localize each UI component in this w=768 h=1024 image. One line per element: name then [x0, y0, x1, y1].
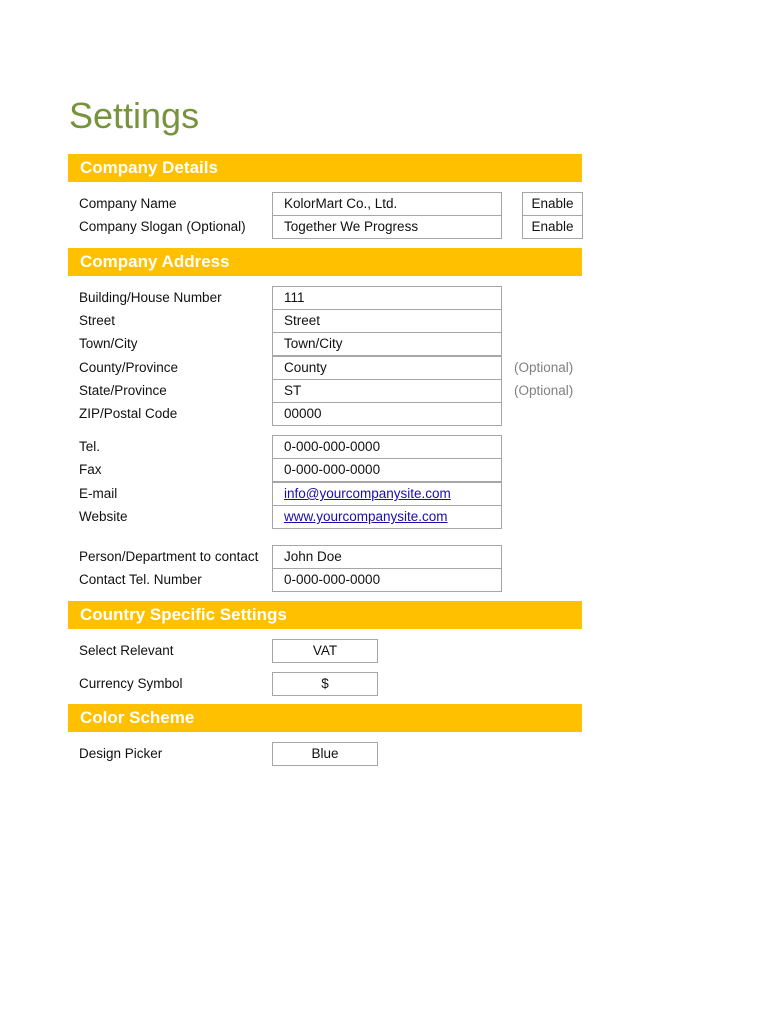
- website-link[interactable]: www.yourcompanysite.com: [272, 505, 502, 529]
- state-label: State/Province: [79, 383, 167, 398]
- zip-field[interactable]: 00000: [272, 402, 502, 426]
- select-relevant-dropdown[interactable]: VAT: [272, 639, 378, 663]
- street-label: Street: [79, 313, 116, 328]
- contact-tel-field[interactable]: 0-000-000-0000: [272, 568, 502, 592]
- town-label: Town/City: [79, 336, 138, 351]
- company-slogan-enable-toggle[interactable]: Enable: [522, 215, 583, 239]
- section-header-company-details: Company Details: [68, 154, 582, 182]
- building-field[interactable]: 111: [272, 286, 502, 310]
- fax-field[interactable]: 0-000-000-0000: [272, 458, 502, 482]
- company-slogan-field[interactable]: Together We Progress: [272, 215, 502, 239]
- company-name-field[interactable]: KolorMart Co., Ltd.: [272, 192, 502, 216]
- street-field[interactable]: Street: [272, 309, 502, 333]
- county-optional-note: (Optional): [514, 360, 574, 375]
- tel-field[interactable]: 0-000-000-0000: [272, 435, 502, 459]
- select-relevant-label: Select Relevant: [79, 643, 174, 658]
- email-label: E-mail: [79, 486, 118, 501]
- company-name-label: Company Name: [79, 196, 177, 211]
- currency-symbol-label: Currency Symbol: [79, 676, 183, 691]
- county-label: County/Province: [79, 360, 179, 375]
- fax-label: Fax: [79, 462, 102, 477]
- state-field[interactable]: ST: [272, 379, 502, 403]
- website-label: Website: [79, 509, 128, 524]
- company-name-enable-toggle[interactable]: Enable: [522, 192, 583, 216]
- email-link[interactable]: info@yourcompanysite.com: [272, 482, 502, 506]
- tel-label: Tel.: [79, 439, 101, 454]
- design-picker-dropdown[interactable]: Blue: [272, 742, 378, 766]
- building-label: Building/House Number: [79, 290, 222, 305]
- contact-person-label: Person/Department to contact: [79, 549, 259, 564]
- contact-tel-label: Contact Tel. Number: [79, 572, 202, 587]
- currency-symbol-field[interactable]: $: [272, 672, 378, 696]
- design-picker-label: Design Picker: [79, 746, 163, 761]
- section-header-color-scheme: Color Scheme: [68, 704, 582, 732]
- company-slogan-label: Company Slogan (Optional): [79, 219, 246, 234]
- page-title: Settings: [69, 95, 200, 136]
- state-optional-note: (Optional): [514, 383, 574, 398]
- section-header-company-address: Company Address: [68, 248, 582, 276]
- section-header-country-settings: Country Specific Settings: [68, 601, 582, 629]
- contact-person-field[interactable]: John Doe: [272, 545, 502, 569]
- county-field[interactable]: County: [272, 356, 502, 380]
- town-field[interactable]: Town/City: [272, 332, 502, 356]
- zip-label: ZIP/Postal Code: [79, 406, 178, 421]
